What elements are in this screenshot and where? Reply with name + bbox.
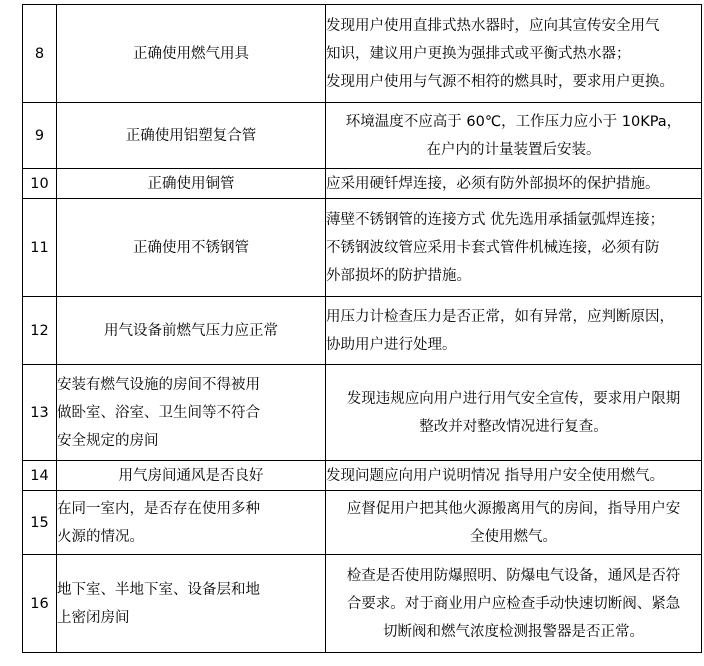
item-line: 用气房间通风是否良好 [118,467,264,484]
table-row [23,103,702,169]
table-row [23,365,702,461]
req-line: 全使用燃气。 [470,528,557,545]
inspection-item [57,169,326,199]
row-number: 12 [23,297,57,365]
requirement-text [326,491,702,555]
item-line: 在同一室内，是否存在使用多种 [57,500,260,517]
req-line: 知识，建议用户更换为强排式或平衡式热水器； [326,45,631,62]
requirement-text [326,5,702,103]
row-number: 15 [23,491,57,555]
row-number: 8 [23,5,57,103]
req-line: 合要求。对于商业用户应检查手动快速切断阀、紧急 [346,595,681,612]
row-number: 14 [23,461,57,491]
item-line: 正确使用燃气用具 [133,45,249,62]
table-row [23,5,702,103]
req-line: 切断阀和燃气浓度检测报警器是否正常。 [383,623,644,640]
requirement-text [326,365,702,461]
inspection-item [57,199,326,297]
item-line: 安装有燃气设施的房间不得被用 [57,376,260,393]
table-row [23,555,702,653]
row-number: 13 [23,365,57,461]
inspection-item [57,5,326,103]
item-line: 安全规定的房间 [57,432,159,449]
table-row [23,199,702,297]
row-number: 9 [23,103,57,169]
row-number: 16 [23,555,57,653]
req-line: 外部损坏的防护措施。 [326,267,471,284]
item-line: 做卧室、浴室、卫生间等不符合 [57,404,260,421]
req-line: 环境温度不应高于 60℃，工作压力应小于 10KPa， [345,113,682,130]
inspection-item [57,555,326,653]
req-line: 薄壁不锈钢管的连接方式 优先选用承插氩弧焊连接； [326,211,665,228]
row-number: 10 [23,169,57,199]
item-line: 正确使用铝塑复合管 [125,127,257,144]
req-line: 不锈钢波纹管应采用卡套式管件机械连接，必须有防 [326,239,660,256]
table-row [23,491,702,555]
item-line: 上密闭房间 [57,609,130,626]
req-line: 用压力计检查压力是否正常，如有异常，应判断原因， [326,308,674,325]
requirement-text [326,103,702,169]
requirement-text [326,555,702,653]
inspection-item [57,491,326,555]
inspection-item [57,103,326,169]
inspection-item [57,461,326,491]
item-line: 地下室、半地下室、设备层和地 [57,581,260,598]
req-line: 协助用户进行处理。 [326,336,457,353]
req-line: 发现用户使用与气源不相符的燃具时，要求用户更换。 [326,73,674,90]
gas-safety-inspection-table [22,4,702,653]
requirement-text [326,199,702,297]
req-line: 应采用硬钎焊连接，必须有防外部损坏的保护措施。 [326,175,660,192]
item-line: 用气设备前燃气压力应正常 [104,322,278,339]
req-line: 发现用户使用直排式热水器时，应向其宣传安全用气 [326,17,660,34]
item-line: 正确使用不锈钢管 [133,239,249,256]
req-line: 检查是否使用防爆照明、防爆电气设备，通风是否符 [346,567,681,584]
req-line: 在户内的计量装置后安装。 [426,141,601,158]
inspection-item [57,365,326,461]
req-line: 整改并对整改情况进行复查。 [419,418,608,435]
requirement-text [326,169,702,199]
row-number: 11 [23,199,57,297]
item-line: 正确使用铜管 [147,175,235,192]
inspection-item [57,297,326,365]
table-row [23,297,702,365]
table-row [23,169,702,199]
table-row [23,461,702,491]
requirement-text [326,297,702,365]
requirement-text [326,461,702,491]
req-line: 应督促用户把其他火源搬离用气的房间，指导用户安 [346,500,681,517]
req-line: 发现违规应向用户进行用气安全宣传，要求用户限期 [346,390,681,407]
req-line: 发现问题应向用户说明情况 指导用户安全使用燃气。 [326,467,665,484]
item-line: 火源的情况。 [57,528,144,545]
